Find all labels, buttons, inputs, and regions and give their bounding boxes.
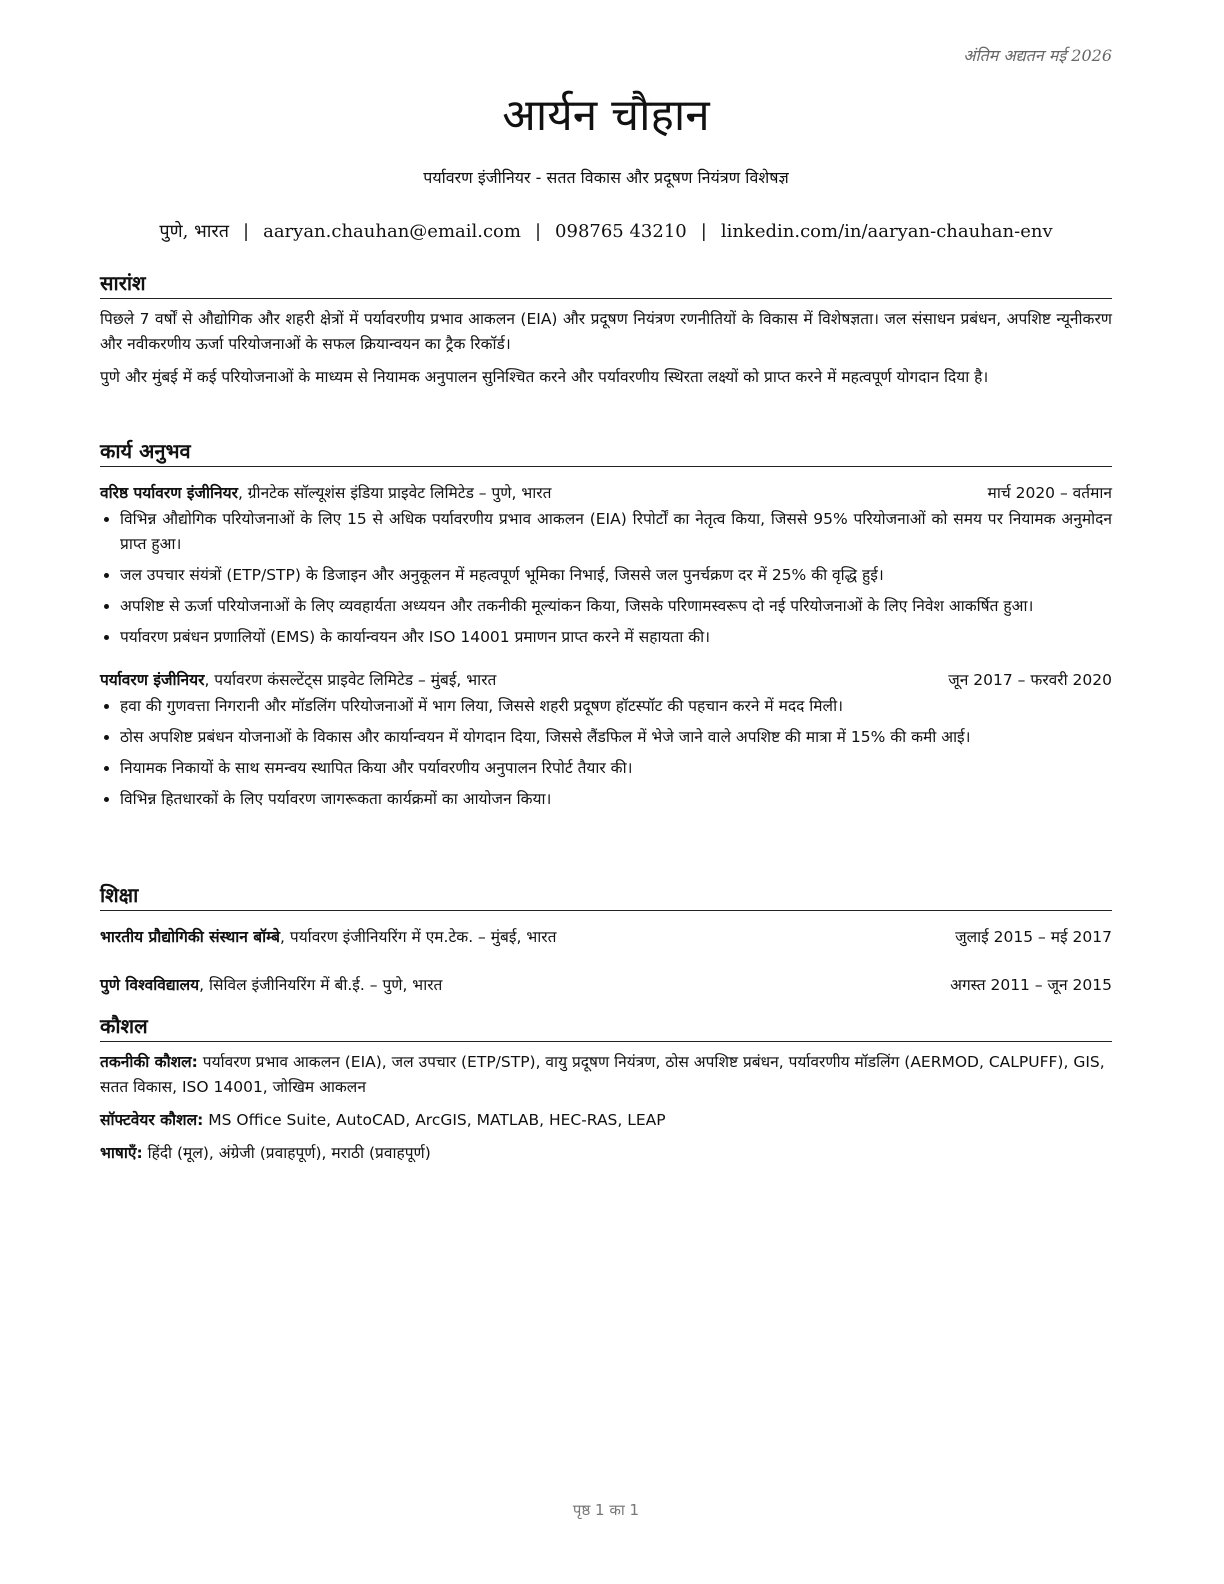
job-bullets: [100, 507, 1112, 650]
education-dates: अगस्त 2011 – जून 2015: [950, 976, 1112, 994]
contact-email[interactable]: aaryan.chauhan@email.com: [263, 221, 521, 242]
contact-separator: |: [243, 221, 250, 242]
experience-section: [100, 438, 1112, 818]
skill-line: [100, 1050, 1112, 1100]
education-detail: , पर्यावरण इंजीनियरिंग में एम.टेक. – मुंबई, भारत: [280, 928, 557, 946]
job-bullet: • जल उपचार संयंत्रों (ETP/STP) के डिजाइन और अनुकूलन में महत्वपूर्ण भूमिका निभाई, जिससे जल पुनर्चक्रण दर में 25% की वृद्धि हुई।: [120, 563, 1112, 588]
education-dates: जुलाई 2015 – मई 2017: [955, 928, 1112, 946]
last-updated-note: अंतिम अद्यतन मई 2026: [963, 46, 1112, 65]
contact-line: [100, 219, 1112, 243]
skill-line: [100, 1141, 1112, 1166]
job-bullet: • हवा की गुणवत्ता निगरानी और मॉडलिंग परियोजनाओं में भाग लिया, जिससे शहरी प्रदूषण हॉटस्पॉट की पहचान करने में मदद मिली।: [120, 694, 1112, 719]
candidate-tagline: पर्यावरण इंजीनियर - सतत विकास और प्रदूषण नियंत्रण विशेषज्ञ: [423, 168, 789, 187]
job-header: [100, 668, 1112, 692]
resume-page: [100, 0, 1112, 1584]
job-bullet: • पर्यावरण प्रबंधन प्रणालियों (EMS) के कार्यान्वयन और ISO 14001 प्रमाणन प्राप्त करने में सहायता की।: [120, 625, 1112, 650]
page-number: पृष्ठ 1 का 1: [572, 1501, 640, 1519]
education-entry: [100, 973, 1112, 997]
experience-title: कार्य अनुभव: [100, 438, 1112, 467]
skills-section: [100, 1013, 1112, 1166]
skill-label: सॉफ्टवेयर कौशल:: [100, 1111, 204, 1129]
skill-label: तकनीकी कौशल:: [100, 1053, 198, 1071]
contact-linkedin[interactable]: linkedin.com/in/aaryan-chauhan-env: [720, 221, 1053, 242]
skills-title: कौशल: [100, 1013, 1112, 1042]
job-bullet: • अपशिष्ट से ऊर्जा परियोजनाओं के लिए व्यवहार्यता अध्ययन और तकनीकी मूल्यांकन किया, जिसके परिणामस्वरूप दो नई परियोजनाओं के लिए निवेश आकर्षित हुआ।: [120, 594, 1112, 619]
job-entry: [100, 481, 1112, 650]
contact-location: पुणे, भारत: [159, 221, 230, 242]
job-role: पर्यावरण इंजीनियर: [100, 671, 205, 689]
job-entry: [100, 668, 1112, 812]
skill-value: हिंदी (मूल), अंग्रेजी (प्रवाहपूर्ण), मराठी (प्रवाहपूर्ण): [142, 1144, 431, 1162]
job-bullet: • नियामक निकायों के साथ समन्वय स्थापित किया और पर्यावरणीय अनुपालन रिपोर्ट तैयार की।: [120, 756, 1112, 781]
job-company: , ग्रीनटेक सॉल्यूशंस इंडिया प्राइवेट लिमिटेड – पुणे, भारत: [237, 484, 552, 502]
education-institution: भारतीय प्रौद्योगिकी संस्थान बॉम्बे: [100, 928, 281, 946]
job-bullets: [100, 694, 1112, 812]
job-dates: जून 2017 – फरवरी 2020: [948, 671, 1112, 689]
contact-separator: |: [700, 221, 707, 242]
summary-section: [100, 270, 1112, 390]
skill-value: MS Office Suite, AutoCAD, ArcGIS, MATLAB, HEC-RAS, LEAP: [203, 1111, 666, 1129]
job-bullet: • विभिन्न औद्योगिक परियोजनाओं के लिए 15 से अधिक पर्यावरणीय प्रभाव आकलन (EIA) रिपोर्टों का नेतृत्व किया, जिससे 95% परियोजनाओं को समय पर नियामक अनुमोदन प्राप्त हुआ।: [120, 507, 1112, 557]
education-title: शिक्षा: [100, 882, 1112, 911]
skill-label: भाषाएँ:: [100, 1144, 143, 1162]
skill-value: पर्यावरण प्रभाव आकलन (EIA), जल उपचार (ETP/STP), वायु प्रदूषण नियंत्रण, ठोस अपशिष्ट प्रबंधन, पर्यावरणीय मॉडलिंग (AERMOD, CALPUFF), GIS, सतत विकास, ISO 14001, जोखिम आकलन: [100, 1053, 1105, 1096]
education-detail: , सिविल इंजीनियरिंग में बी.ई. – पुणे, भारत: [199, 976, 443, 994]
summary-title: सारांश: [100, 270, 1112, 299]
job-dates: मार्च 2020 – वर्तमान: [987, 484, 1112, 502]
summary-paragraph: पिछले 7 वर्षों से औद्योगिक और शहरी क्षेत्रों में पर्यावरणीय प्रभाव आकलन (EIA) और प्रदूषण नियंत्रण रणनीतियों के विकास में विशेषज्ञता। जल संसाधन प्रबंधन, अपशिष्ट न्यूनीकरण और नवीकरणीय ऊर्जा परियोजनाओं के सफल क्रियान्वयन का ट्रैक रिकॉर्ड।: [100, 310, 1112, 353]
education-entry: [100, 925, 1112, 949]
summary-paragraph: पुणे और मुंबई में कई परियोजनाओं के माध्यम से नियामक अनुपालन सुनिश्चित करने और पर्यावरणीय स्थिरता लक्ष्यों को प्राप्त करने में महत्वपूर्ण योगदान दिया है।: [100, 368, 989, 386]
job-bullet: • ठोस अपशिष्ट प्रबंधन योजनाओं के विकास और कार्यान्वयन में योगदान दिया, जिससे लैंडफिल में भेजे जाने वाले अपशिष्ट की मात्रा में 15% की कमी आई।: [120, 725, 1112, 750]
contact-separator: |: [534, 221, 542, 242]
education-institution: पुणे विश्वविद्यालय: [100, 976, 200, 994]
job-bullet: • विभिन्न हितधारकों के लिए पर्यावरण जागरूकता कार्यक्रमों का आयोजन किया।: [120, 787, 1112, 812]
education-section: [100, 882, 1112, 997]
contact-phone: 098765 43210: [555, 221, 687, 242]
job-role: वरिष्ठ पर्यावरण इंजीनियर: [100, 484, 238, 502]
skill-line: [100, 1108, 1112, 1133]
job-company: , पर्यावरण कंसल्टेंट्स प्राइवेट लिमिटेड – मुंबई, भारत: [204, 671, 497, 689]
job-header: [100, 481, 1112, 505]
candidate-name: आर्यन चौहान: [502, 90, 710, 141]
